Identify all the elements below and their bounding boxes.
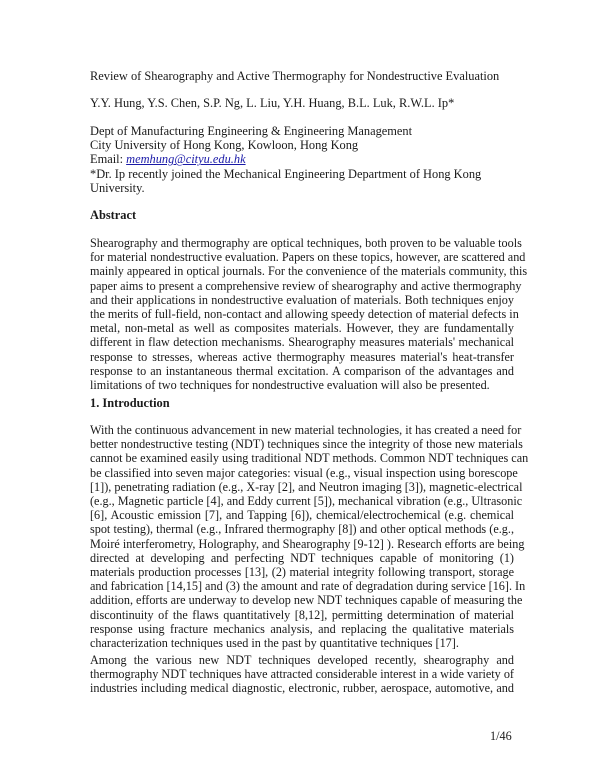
author-note-line-1: *Dr. Ip recently joined the Mechanical Engineering Department of Hong Kong [90, 166, 482, 181]
text-line: better nondestructive testing (NDT) techniques since the integrity of those new materials [90, 437, 523, 452]
introduction-heading: 1. Introduction [90, 396, 170, 410]
paper-title: Review of Shearography and Active Thermography for Nondestructive Evaluation [90, 69, 500, 83]
second-paragraph [90, 653, 514, 696]
text-line: metal, non-metal as well as composites materials. However, they are fundamentally [90, 321, 514, 336]
text-line: and their applications in nondestructive evaluation of materials. Both techniques enjoy [90, 292, 514, 307]
affiliation-block [90, 124, 510, 195]
abstract-paragraph [90, 236, 528, 393]
email-line [90, 152, 510, 166]
text-line: and fabrication [14,15] and (3) the amount and rate of degradation during service [16]. In [90, 579, 526, 594]
text-line: be classified into seven major categories: visual (e.g., visual inspection using borescope [90, 465, 518, 480]
text-line: With the continuous advancement in new material technologies, it has created a need for [90, 423, 522, 437]
text-line: for material nondestructive evaluation. Papers on these topics, however, are scattered and [90, 250, 526, 265]
text-line: paper aims to present a comprehensive review of shearography and active thermography [90, 278, 522, 293]
text-line: [1]), penetrating radiation (e.g., X-ray [2], and Neutron imaging [3]), magnetic-electrical [90, 479, 523, 494]
text-line: response to an instantaneous thermal excitation. A comparison of the advantages and [90, 363, 514, 378]
text-line: [6], Acoustic emission [7], and Tapping [6]), chemical/electrochemical (e.g. chemical [90, 508, 514, 523]
text-line: thermography NDT techniques have attracted considerable interest in a wide variety of [90, 667, 514, 682]
university: City University of Hong Kong, Kowloon, Hong Kong [90, 138, 359, 153]
text-line: mainly appeared in optical journals. For the convenience of the materials community, this [90, 264, 528, 279]
text-line: directed at developing and perfecting NDT techniques capable of monitoring (1) [90, 550, 514, 565]
text-line: (e.g., Magnetic particle [4], and Eddy current [5]), mechanical vibration (e.g., Ultrasonic [90, 494, 523, 509]
author-note-line-2: University. [90, 180, 145, 195]
abstract-heading: Abstract [90, 208, 137, 222]
introduction-paragraph [90, 423, 529, 651]
text-line: Shearography and thermography are optical techniques, both proven to be valuable tools [90, 236, 522, 250]
page-number: 1/46 [490, 729, 512, 743]
text-line: limitations of two techniques for nondestructive evaluation will also be presented. [90, 378, 490, 393]
text-line: Among the various new NDT techniques developed recently, shearography and [90, 653, 514, 667]
email-label: Email: [90, 152, 127, 167]
text-line: response using fracture mechanics analysis, and replacing the qualitative materials [90, 621, 514, 636]
text-line: characterization techniques used in the past by quantitative techniques [17]. [90, 636, 459, 651]
text-line: industries including medical diagnostic, electronic, rubber, aerospace, automotive, and [90, 681, 514, 696]
text-line: the merits of full-field, non-contact and allowing speedy detection of material defects in [90, 307, 519, 322]
text-line: response to stresses, whereas active thermography measures material's heat-transfer [90, 349, 514, 364]
text-line: cannot be examined easily using traditional NDT methods. Common NDT techniques can [90, 451, 529, 466]
author-list: Y.Y. Hung, Y.S. Chen, S.P. Ng, L. Liu, Y.H. Huang, B.L. Luk, R.W.L. Ip* [90, 96, 455, 110]
text-line: materials production processes [13], (2) material integrity following transport, storage [90, 565, 514, 580]
text-line: different in flaw detection mechanisms. Shearography measures materials' mechanical [90, 335, 514, 350]
text-line: Moiré interferometry, Holography, and Shearography [9-12] ). Research efforts are being [90, 536, 525, 551]
email-link[interactable]: memhung@cityu.edu.hk [126, 152, 246, 167]
text-line: addition, efforts are underway to develop new NDT techniques capable of measuring the [90, 593, 523, 608]
text-line: discontinuity of the flaws quantitatively [8,12], permitting determination of material [90, 607, 514, 622]
text-line: spot testing), thermal (e.g., Infrared thermography [8]) and other optical methods (e.g., [90, 522, 514, 537]
department: Dept of Manufacturing Engineering & Engineering Management [90, 124, 413, 138]
